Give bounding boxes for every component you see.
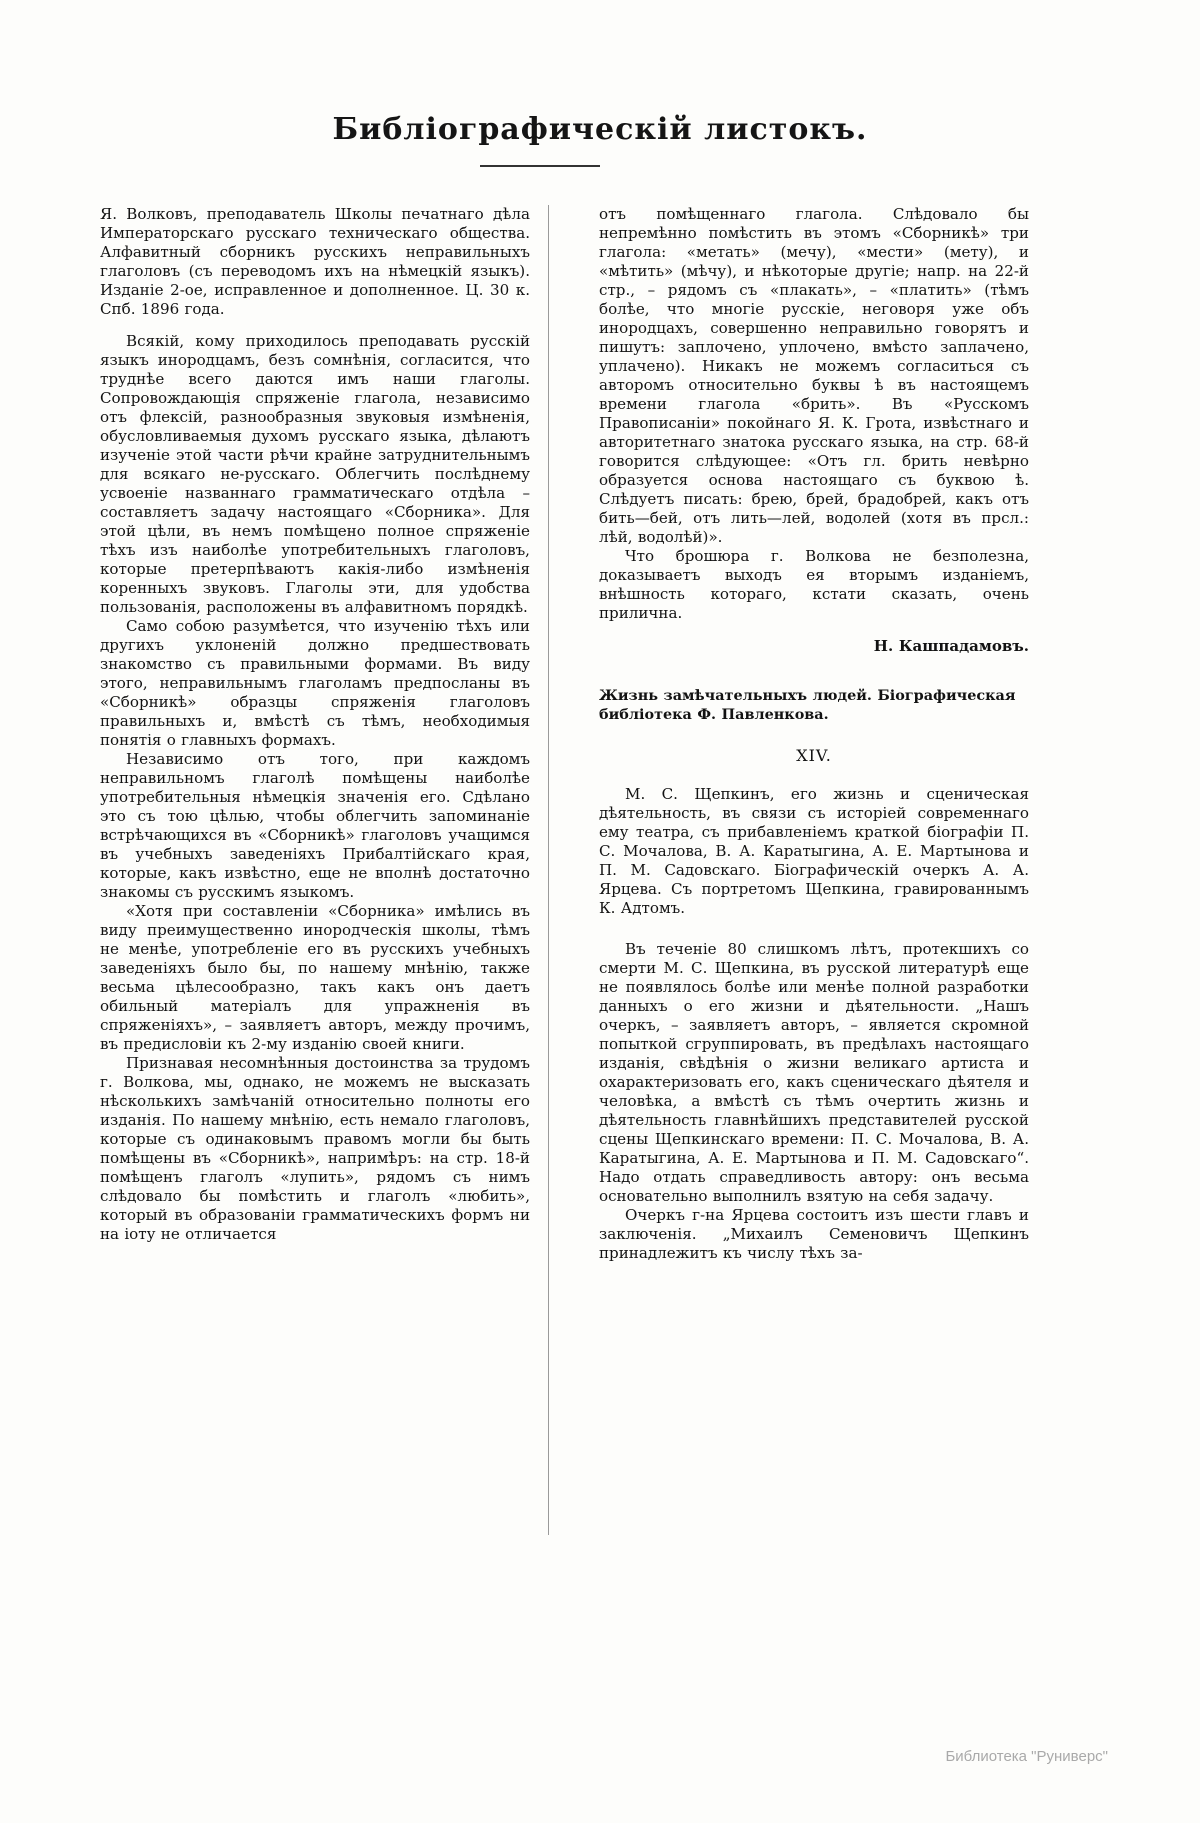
library-watermark: Библиотека "Руниверс" bbox=[945, 1748, 1108, 1765]
right-column bbox=[581, 205, 1029, 1535]
paragraph: Что брошюра г. Волкова не безполезна, доказываетъ выходъ ея вторымъ изданіемъ, внѣшность котораго, кстати сказать, очень прилична. bbox=[599, 547, 1029, 622]
paragraph: Я. Волковъ, преподаватель Школы печатнаго дѣла Императорскаго русскаго техническаго общества. Алфавитный сборникъ русскихъ неправильныхъ глаголовъ (съ переводомъ ихъ на нѣмецкій языкъ). Изданіе 2-ое, исправленное и дополненное. Ц. 30 к. Спб. 1896 года. bbox=[100, 205, 530, 318]
paragraph: Очеркъ г-на Ярцева состоитъ изъ шести главъ и заключенія. „Михаилъ Семеновичъ Щепкинъ принадлежитъ къ числу тѣхъ за- bbox=[599, 1206, 1029, 1262]
page-title: Библіографическій листокъ. bbox=[332, 112, 868, 147]
series-heading: Жизнь замѣчательныхъ людей. Біографическая библіотека Ф. Павленкова. bbox=[599, 687, 1016, 723]
paragraph: «Хотя при составленіи «Сборника» имѣлись въ виду преимущественно инородческія школы, тѣмъ не менѣе, употребленіе его въ русскихъ учебныхъ заведеніяхъ было бы, по нашему мнѣнію, также весьма цѣлесообразно, такъ какъ онъ даетъ обильный матеріалъ для упражненія въ спряженіяхъ», – заявляетъ авторъ, между прочимъ, въ предисловіи къ 2-му изданію своей книги. bbox=[100, 902, 530, 1053]
paragraph: Само собою разумѣется, что изученію тѣхъ или другихъ уклоненій должно предшествовать знакомство съ правильными формами. Въ виду этого, неправильнымъ глаголамъ предпосланы въ «Сборникѣ» образцы спряженія глаголовъ правильныхъ и, вмѣстѣ съ тѣмъ, необходимыя понятія о главныхъ формахъ. bbox=[100, 617, 530, 749]
paragraph: Всякій, кому приходилось преподавать русскій языкъ инородцамъ, безъ сомнѣнія, согласится, что труднѣе всего даются имъ наши глаголы. Сопровождающія спряженіе глагола, независимо отъ флексій, разнообразныя звуковыя измѣненія, обусловливаемыя духомъ русскаго языка, дѣлаютъ изученіе этой части рѣчи крайне затруднительнымъ для всякаго не-русскаго. Облегчить послѣднему усвоеніе названнаго грамматическаго отдѣла – составляетъ задачу настоящаго «Сборника». Для этой цѣли, въ немъ помѣщено полное спряженіе тѣхъ изъ наиболѣе употребительныхъ глаголовъ, которые претерпѣваютъ какія-либо измѣненія коренныхъ звуковъ. Глаголы эти, для удобства пользованія, расположены въ алфавитномъ порядкѣ. bbox=[100, 332, 530, 616]
section-number: XIV. bbox=[796, 746, 832, 765]
paragraph: Въ теченіе 80 слишкомъ лѣтъ, протекшихъ со смерти М. С. Щепкина, въ русской литературѣ еще не появлялось болѣе или менѣе полной разработки данныхъ о его жизни и дѣятельности. „Нашъ очеркъ, – заявляетъ авторъ, – является скромной попыткой сгруппировать, въ предѣлахъ настоящаго изданія, свѣдѣнія о жизни великаго артиста и охарактеризовать его, какъ сценическаго дѣятеля и человѣка, а вмѣстѣ съ тѣмъ очертить жизнь и дѣятельность главнѣйшихъ представителей русской сцены Щепкинскаго времени: П. С. Мочалова, В. А. Каратыгина, А. Е. Мартынова и П. М. Садовскаго“. Надо отдать справедливость автору: онъ весьма основательно выполнилъ взятую на себя задачу. bbox=[599, 940, 1029, 1205]
review-signature: Н. Кашпадамовъ. bbox=[873, 637, 1029, 655]
title-divider bbox=[480, 165, 600, 167]
paragraph: Независимо отъ того, при каждомъ неправильномъ глаголѣ помѣщены наиболѣе употребительныя нѣмецкія значенія его. Сдѣлано это съ тою цѣлью, чтобы облегчить запоминаніе встрѣчающихся въ «Сборникѣ» глаголовъ учащимся въ учебныхъ заведеніяхъ Прибалтійскаго края, которые, какъ извѣстно, еще не вполнѣ достаточно знакомы съ русскимъ языкомъ. bbox=[100, 750, 530, 901]
paragraph: отъ помѣщеннаго глагола. Слѣдовало бы непремѣнно помѣстить въ этомъ «Сборникѣ» три глагола: «метать» (мечу), «мести» (мету), и «мѣтить» (мѣчу), и нѣкоторые другіе; напр. на 22-й стр., – рядомъ съ «плакать», – «платить» (тѣмъ болѣе, что многіе русскіе, неговоря уже объ инородцахъ, совершенно неправильно говорятъ и пишутъ: заплочено, уплочено, вмѣсто заплачено, уплачено). Никакъ не можемъ согласиться съ авторомъ относительно буквы ѣ въ настоящемъ времени глагола «брить». Въ «Русскомъ Правописаніи» покойнаго Я. К. Грота, извѣстнаго и авторитетнаго знатока русскаго языка, на стр. 68-й говорится слѣдующее: «Отъ гл. брить невѣрно образуется основа настоящаго съ буквою ѣ. Слѣдуетъ писать: брею, брей, брадобрей, какъ отъ бить—бей, отъ лить—лей, водолей (хотя въ прсл.: лѣй, водолѣй)». bbox=[599, 205, 1029, 546]
book-description: М. С. Щепкинъ, его жизнь и сценическая дѣятельность, въ связи съ исторіей современнаго ему театра, съ прибавленіемъ краткой біографіи П. С. Мочалова, В. А. Каратыгина, А. Е. Мартынова и П. М. Садовскаго. Біографическій очеркъ А. А. Ярцева. Съ портретомъ Щепкина, гравированнымъ К. Адтомъ. bbox=[599, 785, 1029, 917]
paragraph: Признавая несомнѣнныя достоинства за трудомъ г. Волкова, мы, однако, не можемъ не высказать нѣсколькихъ замѣчаній относительно полноты его изданія. По нашему мнѣнію, есть немало глаголовъ, которые съ одинаковымъ правомъ могли бы быть помѣщены въ «Сборникѣ», напримѣръ: на стр. 18-й помѣщенъ глаголъ «лупить», рядомъ съ нимъ слѣдовало бы помѣстить и глаголъ «любить», который въ образованіи грамматическихъ формъ ни на іоту не отличается bbox=[100, 1054, 530, 1243]
left-column bbox=[100, 205, 549, 1535]
two-column-body bbox=[100, 205, 1100, 1535]
